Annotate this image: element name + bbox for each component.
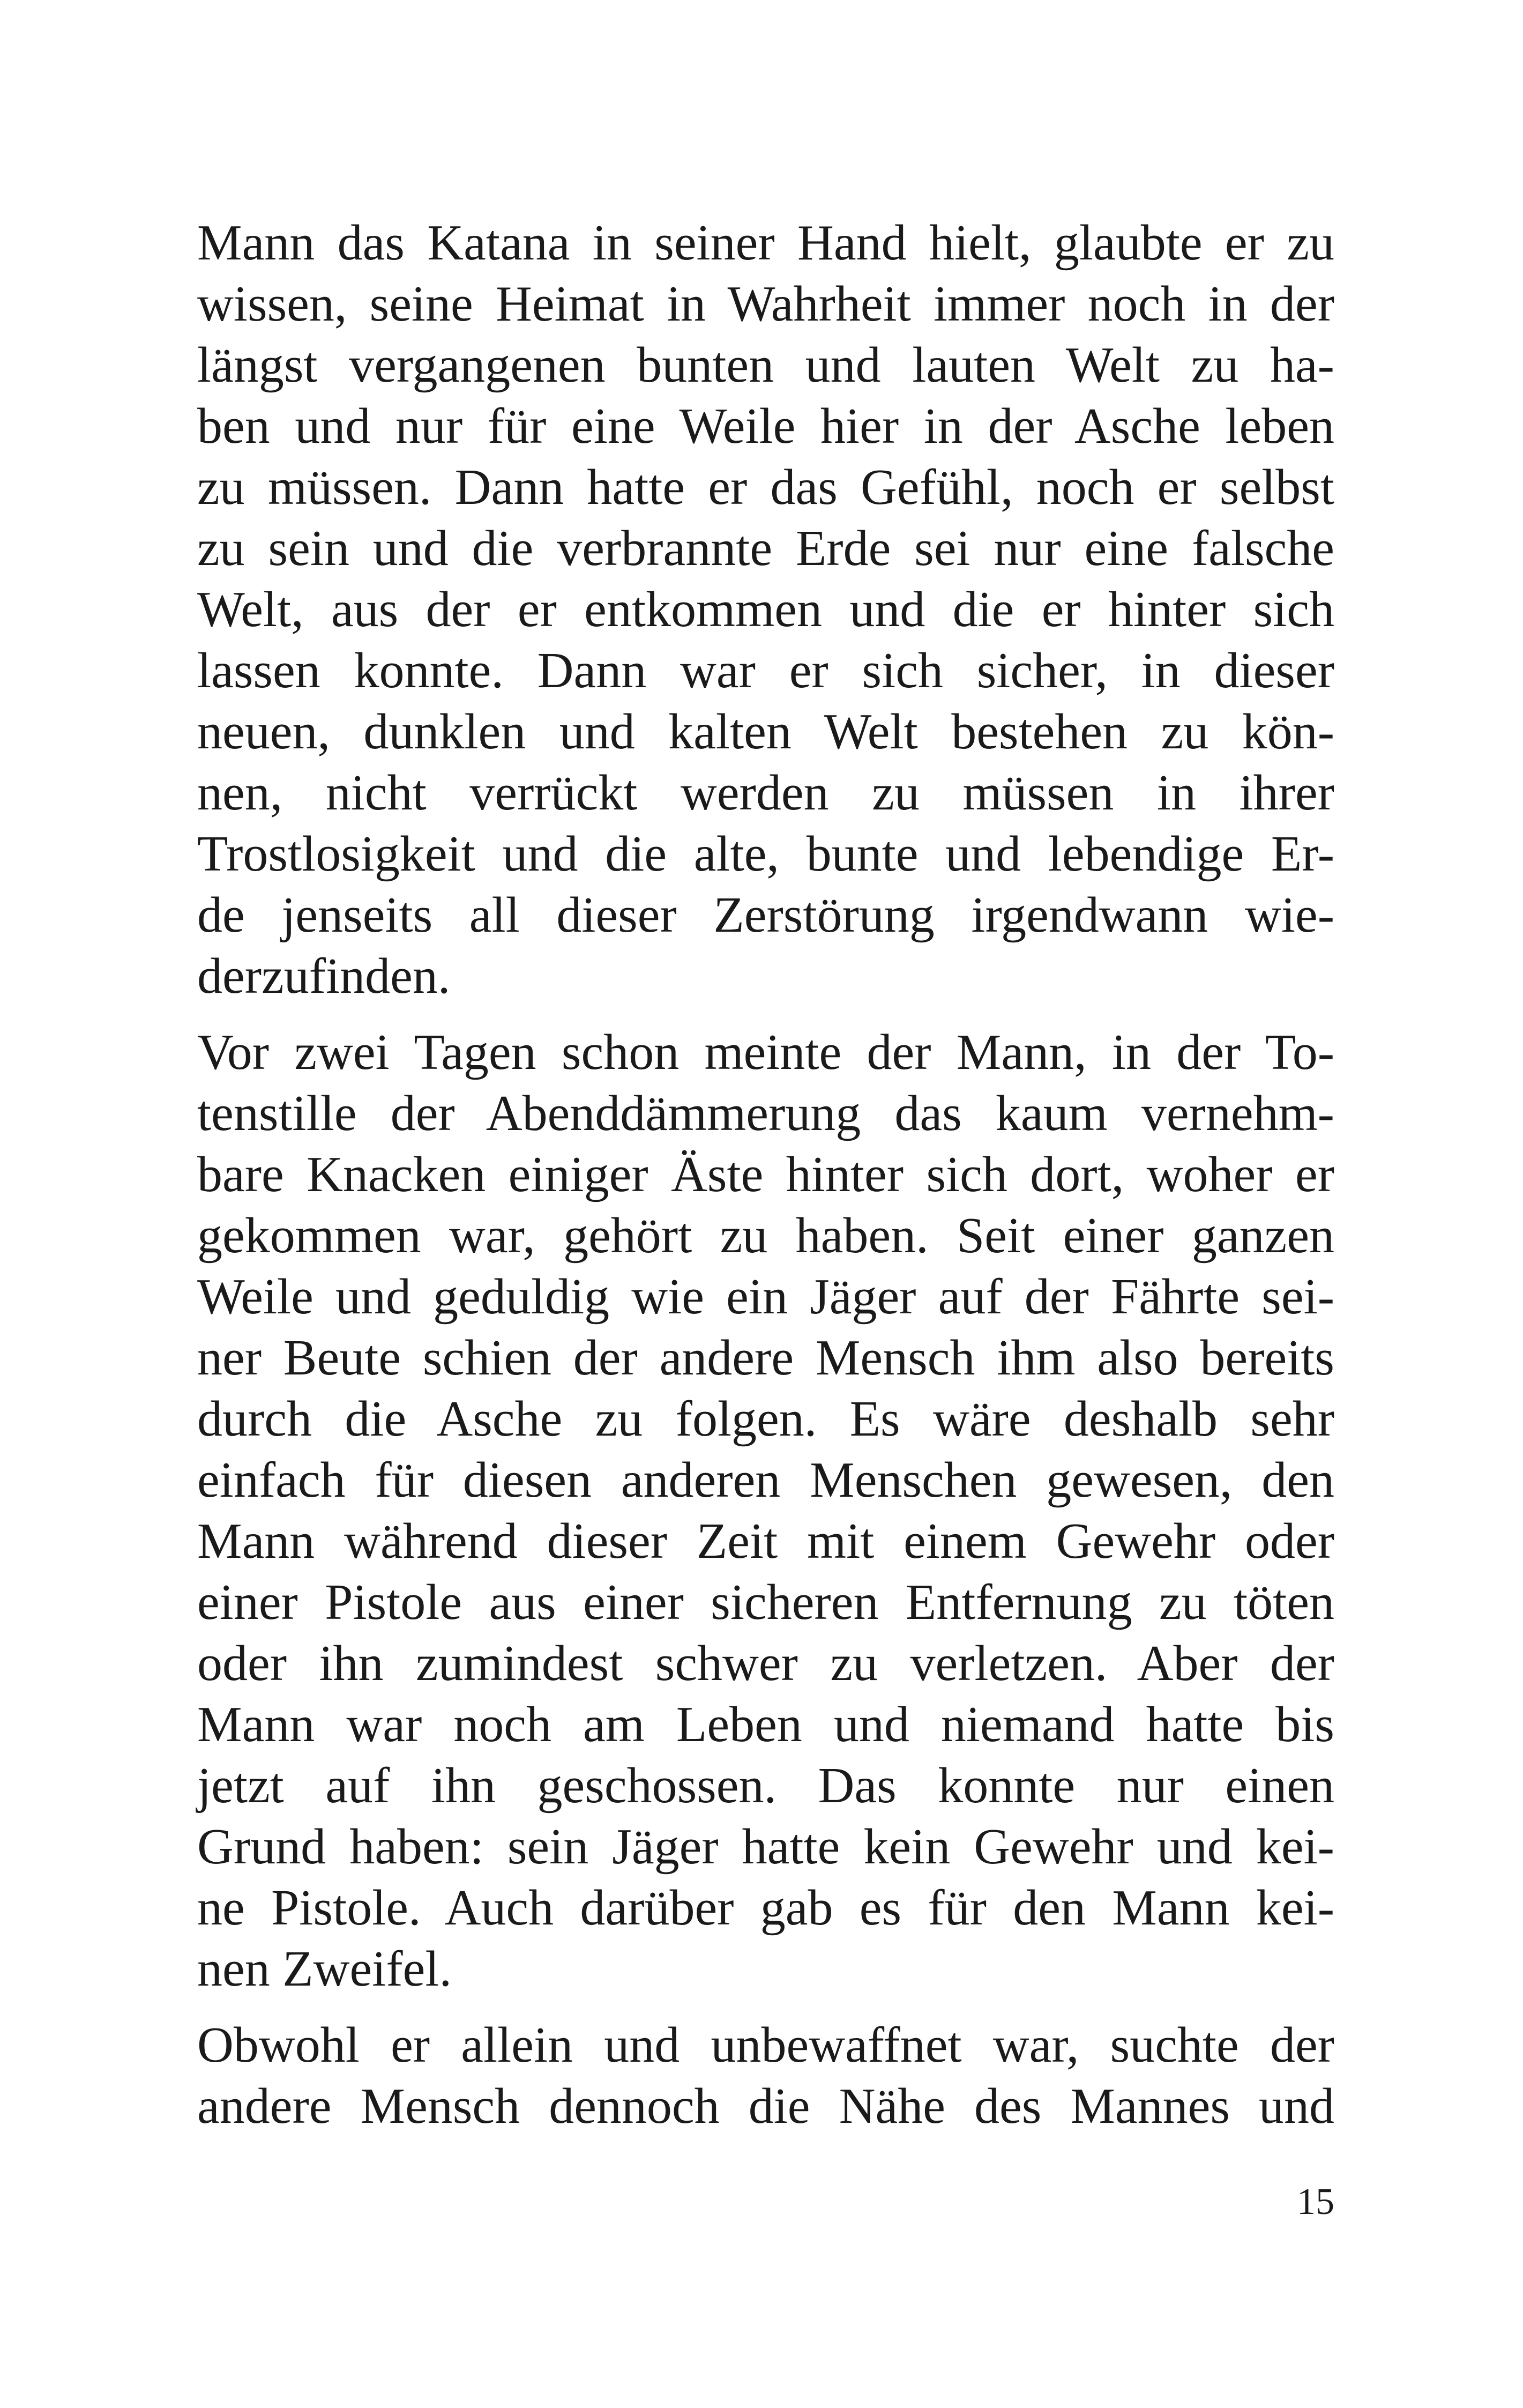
text-line: Trostlosigkeit und die alte, bunte und lebendige Er- [197,826,1334,882]
text-line: de jenseits all dieser Zerstörung irgendwann wie- [197,887,1334,943]
text-line: tenstille der Abenddämmerung das kaum vernehm- [197,1086,1334,1141]
paragraph-2 [197,1022,1334,2000]
text-line: Weile und geduldig wie ein Jäger auf der Fährte sei- [197,1269,1334,1325]
text-line: durch die Asche zu folgen. Es wäre deshalb sehr [197,1391,1334,1447]
body-text [197,212,1334,2152]
text-line: Obwohl er allein und unbewaffnet war, suchte der [197,2017,1334,2073]
text-line: zu müssen. Dann hatte er das Gefühl, noch er selbst [197,459,1334,515]
text-line: ner Beute schien der andere Mensch ihm also bereits [197,1330,1334,1386]
text-line: ne Pistole. Auch darüber gab es für den Mann kei- [197,1880,1334,1936]
text-line: derzufinden. [197,948,451,1004]
text-line: gekommen war, gehört zu haben. Seit einer ganzen [197,1208,1334,1264]
text-line: einfach für diesen anderen Menschen gewesen, den [197,1452,1334,1508]
text-line: oder ihn zumindest schwer zu verletzen. Aber der [197,1636,1334,1691]
paragraph-1 [197,212,1334,1007]
text-line: Welt, aus der er entkommen und die er hinter sich [197,582,1334,637]
text-line: neuen, dunklen und kalten Welt bestehen zu kön- [197,704,1334,760]
text-line: ben und nur für eine Weile hier in der Asche leben [197,398,1334,454]
text-line: Vor zwei Tagen schon meinte der Mann, in der To- [197,1024,1334,1080]
text-line: Mann das Katana in seiner Hand hielt, glaubte er zu [197,215,1334,271]
text-line: längst vergangenen bunten und lauten Welt zu ha- [197,337,1334,393]
text-line: zu sein und die verbrannte Erde sei nur eine falsche [197,521,1334,576]
text-line: lassen konnte. Dann war er sich sicher, in dieser [197,643,1334,698]
text-line: bare Knacken einiger Äste hinter sich dort, woher er [197,1147,1334,1202]
text-line: Mann während dieser Zeit mit einem Gewehr oder [197,1513,1334,1569]
paragraph-3 [197,2015,1334,2137]
text-line: wissen, seine Heimat in Wahrheit immer noch in der [197,276,1334,332]
page-number: 15 [1297,2181,1334,2223]
text-line: nen Zweifel. [197,1941,452,1997]
text-line: jetzt auf ihn geschossen. Das konnte nur einen [197,1758,1334,1814]
text-line: andere Mensch dennoch die Nähe des Mannes und [197,2078,1334,2134]
text-line: nen, nicht verrückt werden zu müssen in ihrer [197,765,1334,821]
text-line: Mann war noch am Leben und niemand hatte bis [197,1697,1334,1752]
text-line: einer Pistole aus einer sicheren Entfernung zu töten [197,1574,1334,1630]
text-line: Grund haben: sein Jäger hatte kein Gewehr und kei- [197,1819,1334,1875]
